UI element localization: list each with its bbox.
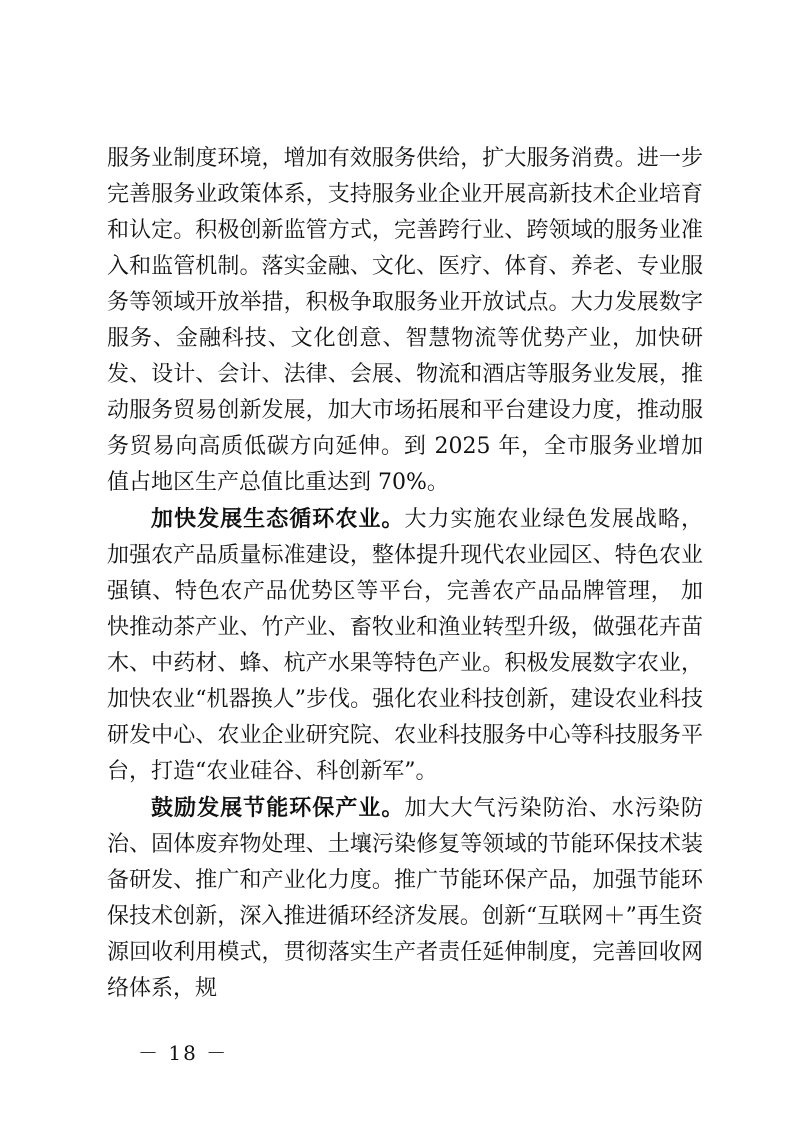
paragraph-body: 加大大气污染防治、水污染防治、固体废弃物处理、土壤污染修复等领域的节能环保技术装备研发、推广和产业化力度。推广节能环保产品，加强节能环保技术创新，深入推进循环经济发展。创新“互联网＋”再生资源回收利用模式，贯彻落实生产者责任延伸制度，完善回收网络体系，规: [107, 796, 703, 1001]
body-text: [107, 141, 703, 1007]
paragraph-service-industry: [107, 141, 703, 501]
paragraph-body: 大力实施农业绿色发展战略， 加强农产品质量标准建设，整体提升现代农业园区、特色农业强镇、特色农产品优势区等平台，完善农产品品牌管理， 加快推动茶产业、竹产业、畜牧业和渔业转型升级，做强花卉苗木、中药材、蜂、杭产水果等特色产业。积极发展数字农业，加快农业“机器换人”步伐。强化农业科技创新，建设农业科技研发中心、农业企业研究院、农业科技服务中心等科技服务平台，打造“农业硅谷、科创新军”。: [107, 507, 703, 784]
paragraph-heading: 加快发展生态循环农业。: [151, 506, 405, 532]
paragraph-eco-agriculture: [107, 501, 703, 790]
page-number: － 18 －: [138, 1041, 229, 1065]
paragraph-body: 服务业制度环境，增加有效服务供给，扩大服务消费。进一步完善服务业政策体系，支持服务业企业开展高新技术企业培育和认定。积极创新监管方式，完善跨行业、跨领域的服务业准入和监管机制。落实金融、文化、医疗、体育、养老、专业服务等领域开放举措，积极争取服务业开放试点。大力发展数字服务、金融科技、文化创意、智慧物流等优势产业，加快研发、设计、会计、法律、会展、物流和酒店等服务业发展，推动服务贸易创新发展，加大市场拓展和平台建设力度，推动服务贸易向高质低碳方向延伸。到 2025 年，全市服务业增加值占地区生产总值比重达到 70%。: [107, 146, 703, 495]
paragraph-environmental-industry: [107, 790, 703, 1007]
paragraph-heading: 鼓励发展节能环保产业。: [151, 795, 405, 821]
